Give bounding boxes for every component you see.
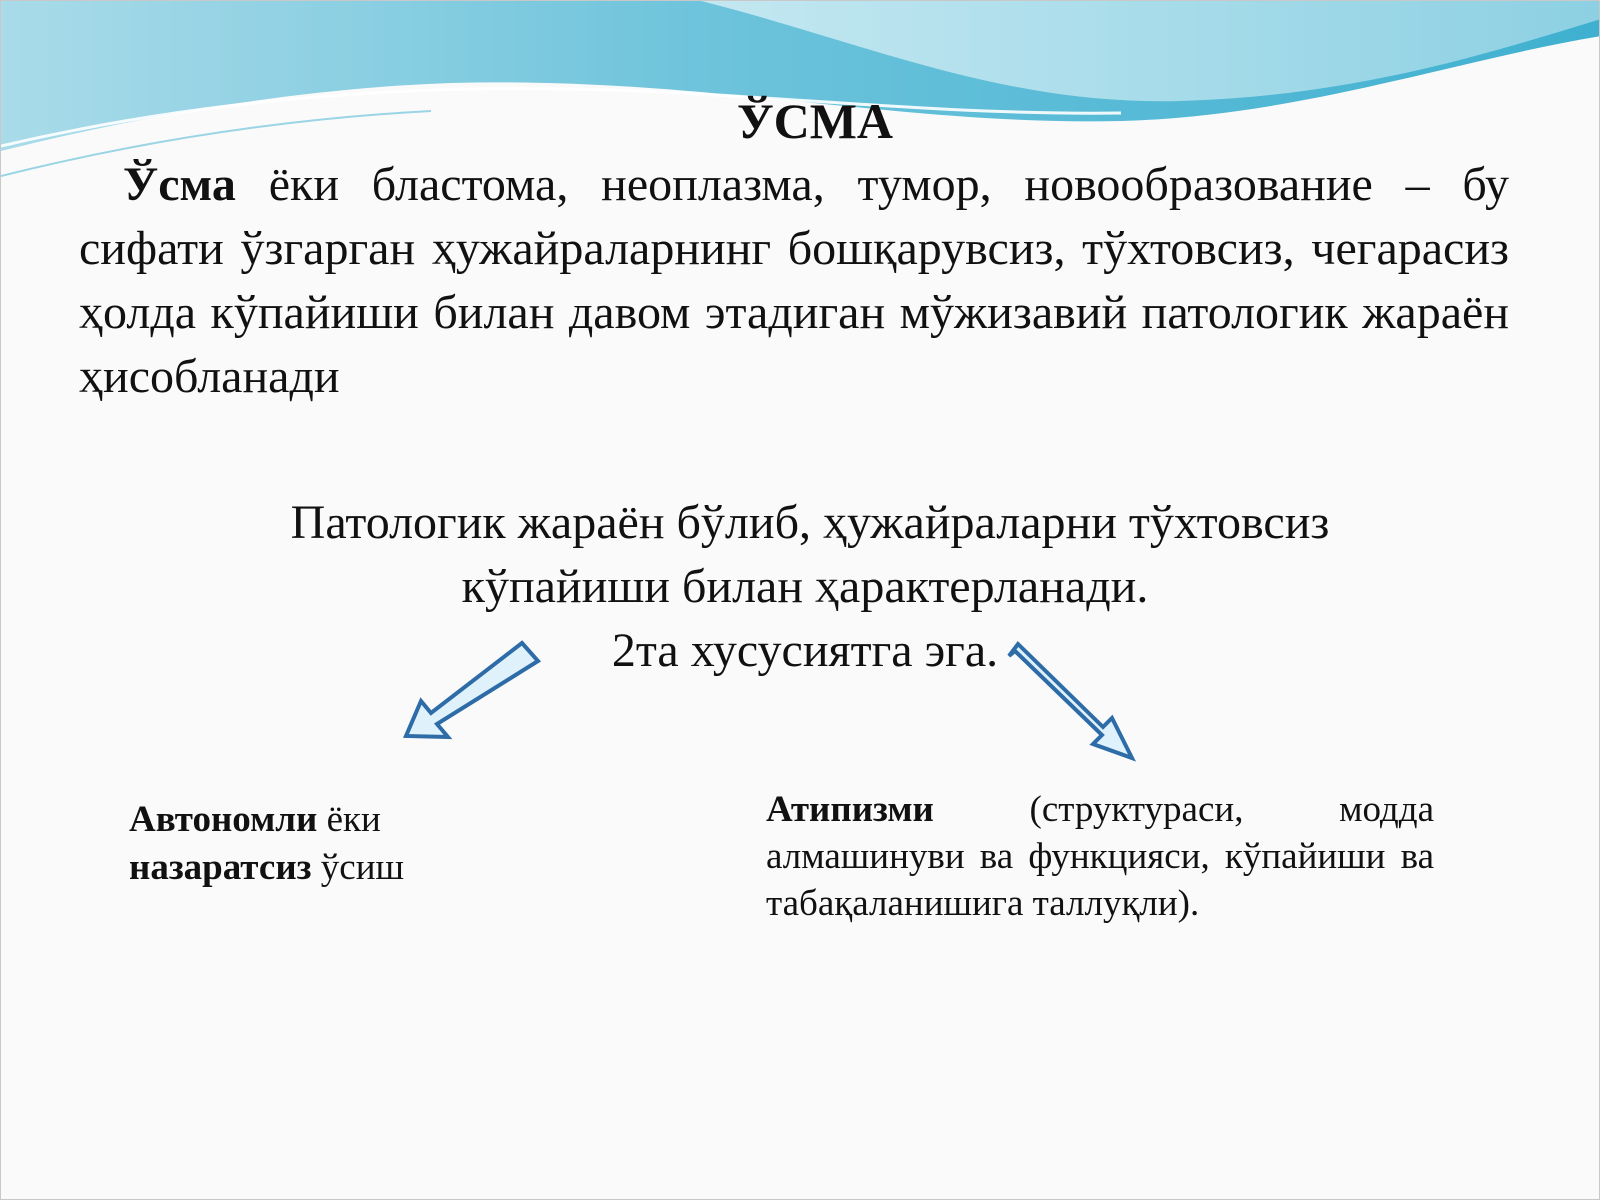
center-line-3: 2та хусусиятга эга. [611, 624, 999, 677]
center-line-1: Патологик жараён бўлиб, ҳужайраларни тўхтовсиз [290, 496, 1330, 549]
left-property [129, 796, 589, 892]
definition-text: ёки бластома, неоплазма, тумор, новообразование – бу сифати ўзгарган ҳужайраларнинг бошқарувсиз, тўхтовсиз, чегарасиз ҳолда кўпайиши билан давом этадиган мўжизавий патологик жараён ҳисобланади [79, 158, 1509, 403]
left-bold-1: Автономли [129, 799, 318, 840]
slide-title: ЎСМА [736, 93, 894, 149]
right-bold: Атипизми [766, 789, 934, 830]
right-property [766, 786, 1434, 927]
center-line-2: кўпайиши билан ҳарактерланади. [461, 560, 1149, 613]
center-statement [1, 491, 1599, 683]
right-text: (структураси, модда алмашинуви ва функцияси, кўпайиши ва табақаланишига таллуқли). [766, 789, 1434, 924]
left-text-1: ёки [317, 799, 381, 840]
left-bold-2: назаратсиз [129, 847, 312, 888]
definition-term: Ўсма [123, 158, 236, 211]
left-text-2: ўсиш [311, 847, 405, 888]
definition-paragraph [79, 153, 1509, 409]
